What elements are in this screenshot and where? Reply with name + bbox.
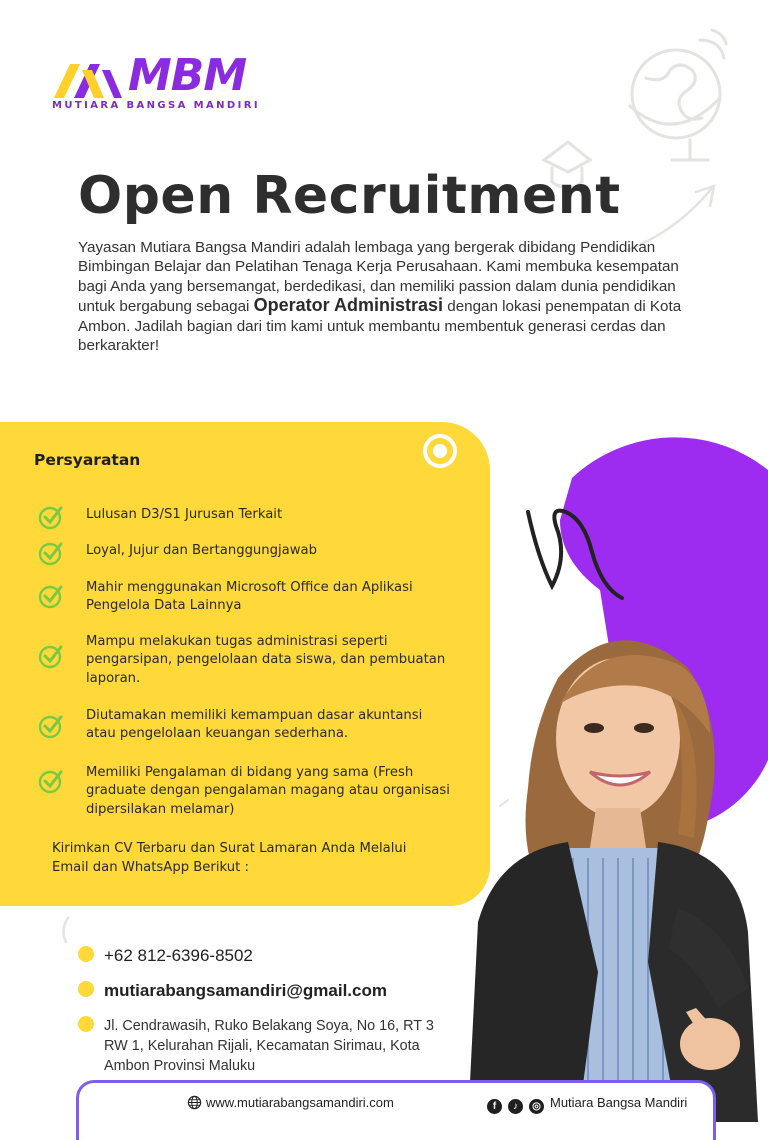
send-instructions: Kirimkan CV Terbaru dan Surat Lamaran Anda Melalui Email dan WhatsApp Berikut : — [52, 841, 407, 875]
intro-highlight: Operator Administrasi — [253, 295, 444, 316]
requirement-text: Lulusan D3/S1 Jurusan Terkait — [86, 507, 283, 522]
contact-phone[interactable]: +62 812-6396-8502 — [104, 946, 253, 965]
requirement-text: Memiliki Pengalaman di bidang yang sama (Fresh graduate dengan pengalaman magang atau organisasi dipersilakan melamar) — [86, 765, 450, 817]
contact-address: Jl. Cendrawasih, Ruko Belakang Soya, No 16, RT 3 RW 1, Kelurahan Rijali, Kecamatan Sirimau, Kota Ambon Provinsi Maluku — [104, 1018, 434, 1074]
brand-logo — [52, 50, 272, 116]
intro-part-2: dengan lokasi penempatan di Kota Ambon. Jadilah bagian dari tim kami untuk membantu membentuk generasi cerdas dan berkarakter! — [78, 298, 682, 355]
instagram-icon[interactable]: ◎ — [529, 1099, 544, 1114]
check-circle-icon — [38, 713, 64, 739]
footer-website[interactable] — [187, 1095, 394, 1110]
logo-mark-icon — [52, 60, 122, 100]
logo-text: MBM — [128, 50, 247, 101]
facebook-icon[interactable]: f — [487, 1099, 502, 1114]
logo-subtitle: MUTIARA BANGSA MANDIRI — [52, 100, 260, 111]
footer-social[interactable] — [487, 1095, 687, 1114]
globe-icon — [187, 1095, 202, 1110]
contact-email[interactable]: mutiarabangsamandiri@gmail.com — [104, 981, 387, 1000]
bullet-dot — [78, 981, 94, 997]
check-circle-icon — [38, 583, 64, 609]
bullet-dot — [78, 1016, 94, 1032]
intro-paragraph — [78, 238, 700, 355]
check-circle-icon — [38, 540, 64, 566]
footer-social-name: Mutiara Bangsa Mandiri — [550, 1095, 688, 1110]
check-circle-icon — [38, 504, 64, 530]
check-circle-icon — [38, 643, 64, 669]
requirement-text: Mampu melakukan tugas administrasi seperti pengarsipan, pengelolaan data siswa, dan pembuatan laporan. — [86, 634, 446, 686]
woman-pointing-photo — [448, 608, 768, 1122]
bullet-dot — [78, 946, 94, 962]
requirement-text: Loyal, Jujur dan Bertanggungjawab — [86, 543, 318, 558]
requirement-text: Mahir menggunakan Microsoft Office dan Aplikasi Pengelola Data Lainnya — [86, 580, 413, 614]
requirement-text: Diutamakan memiliki kemampuan dasar akuntansi atau pengelolaan keuangan sederhana. — [86, 708, 423, 742]
intro-part-1: Yayasan Mutiara Bangsa Mandiri adalah lembaga yang bergerak dibidang Pendidikan Bimbingan Belajar dan Pelatihan Tenaga Kerja Perusahaan. Kami membuka kesempatan bagi Anda yang bersemangat, berdedikasi, dan memiliki passion dalam dunia pendidikan untuk bergabung sebagai — [78, 239, 679, 316]
requirements-heading: Persyaratan — [34, 451, 141, 469]
page-title: Open Recruitment — [78, 166, 621, 226]
tiktok-icon[interactable]: ♪ — [508, 1099, 523, 1114]
check-circle-icon — [38, 768, 64, 794]
footer-bar — [76, 1080, 716, 1140]
footer-website-text: www.mutiarabangsamandiri.com — [206, 1095, 394, 1110]
target-circle-decoration — [422, 433, 458, 469]
